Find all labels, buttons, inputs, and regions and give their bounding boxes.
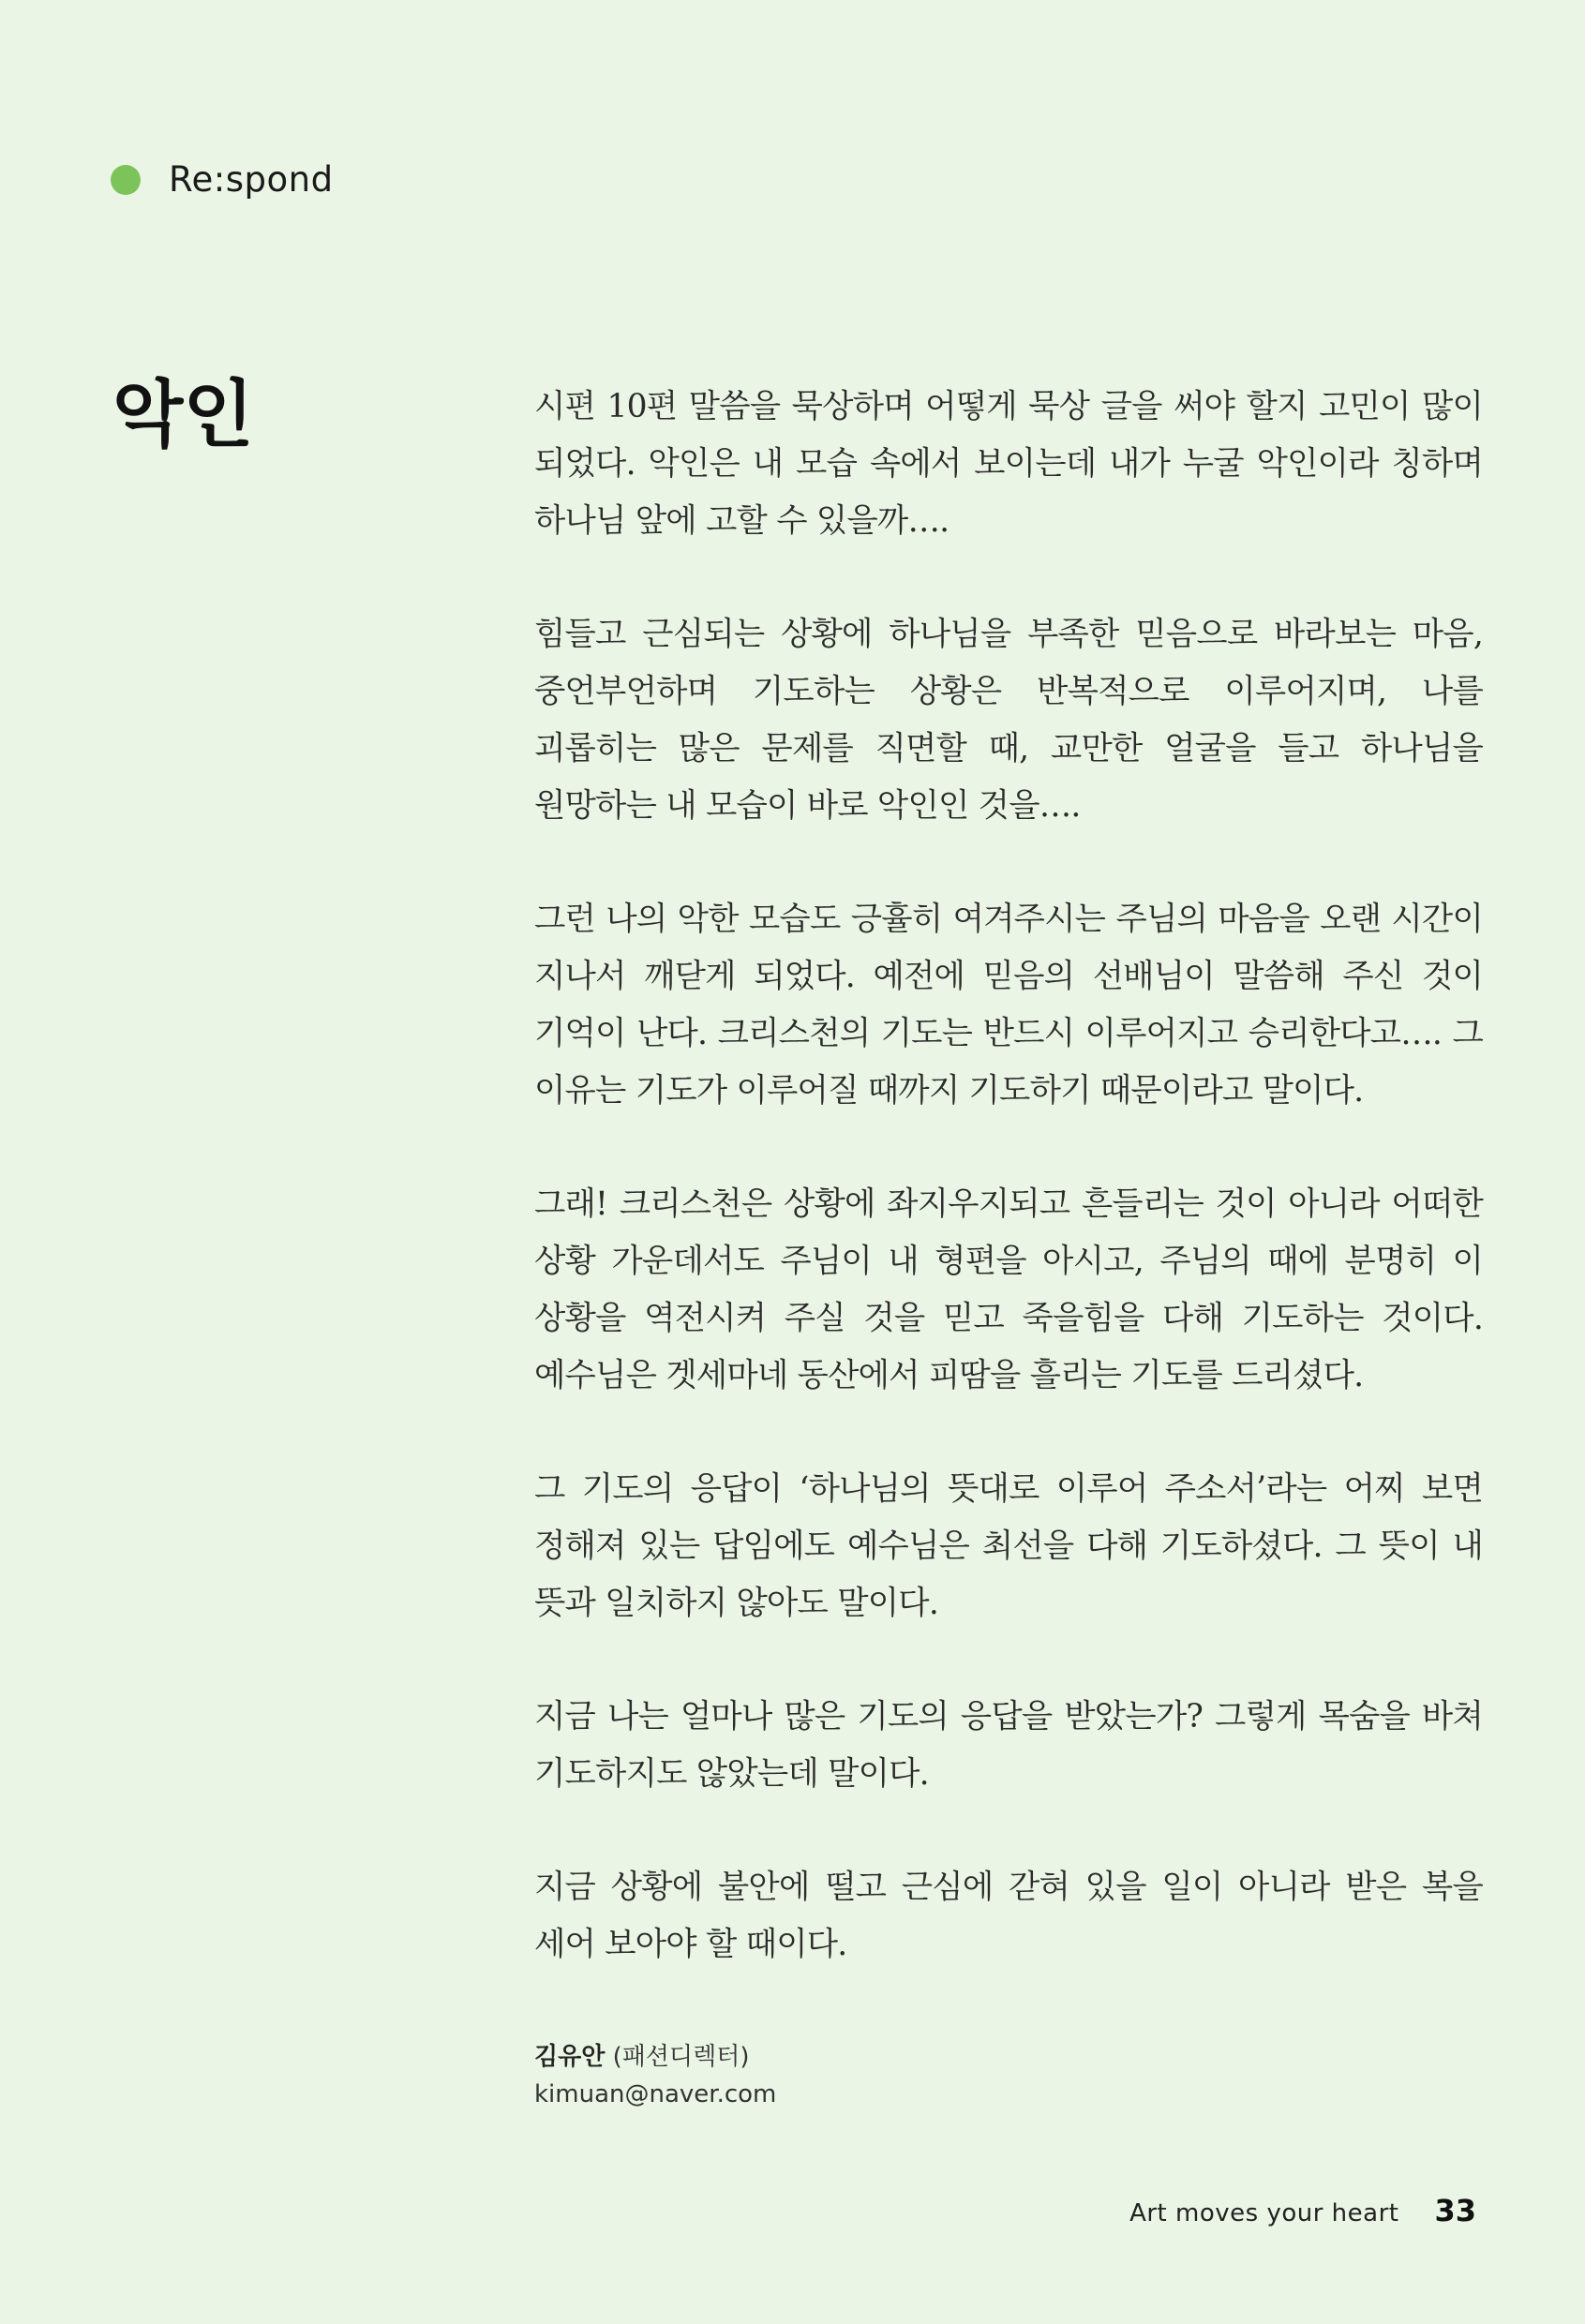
page-footer (1129, 2193, 1476, 2228)
paragraph-1: 시편 10편 말씀을 묵상하며 어떻게 묵상 글을 써야 할지 고민이 많이 되었다. 악인은 내 모습 속에서 보이는데 내가 누굴 악인이라 칭하며 하나님 앞에 고할 수 있을까…. (534, 388, 1483, 540)
paragraph-2: 힘들고 근심되는 상황에 하나님을 부족한 믿음으로 바라보는 마음, 중언부언하며 기도하는 상황은 반복적으로 이루어지며, 나를 괴롭히는 많은 문제를 직면할 때, 교만한 얼굴을 들고 하나님을 원망하는 내 모습이 바로 악인인 것을…. (534, 616, 1483, 825)
paragraph-4: 그래! 크리스천은 상황에 좌지우지되고 흔들리는 것이 아니라 어떠한 상황 가운데서도 주님이 내 형편을 아시고, 주님의 때에 분명히 이 상황을 역전시켜 주실 것을 믿고 죽을힘을 다해 기도하는 것이다. 예수님은 겟세마네 동산에서 피땀을 흘리는 기도를 드리셨다. (534, 1185, 1483, 1394)
paragraph-3: 그런 나의 악한 모습도 긍휼히 여겨주시는 주님의 마음을 오랜 시간이 지나서 깨닫게 되었다. 예전에 믿음의 선배님이 말씀해 주신 것이 기억이 난다. 크리스천의 기도는 반드시 이루어지고 승리한다고…. 그 이유는 기도가 이루어질 때까지 기도하기 때문이라고 말이다. (534, 901, 1483, 1110)
paragraph-6: 지금 나는 얼마나 많은 기도의 응답을 받았는가? 그렇게 목숨을 바쳐 기도하지도 않았는데 말이다. (534, 1698, 1483, 1793)
section-label: Re:spond (169, 159, 334, 200)
footer-tagline: Art moves your heart (1129, 2199, 1399, 2227)
section-header (111, 159, 334, 200)
paragraph-5: 그 기도의 응답이 ‘하나님의 뜻대로 이루어 주소서’라는 어찌 보면 정해져 있는 답임에도 예수님은 최선을 다해 기도하셨다. 그 뜻이 내 뜻과 일치하지 않아도 말이다. (534, 1470, 1483, 1622)
author-name: 김유안 (534, 2043, 606, 2071)
author-block (534, 2038, 776, 2113)
paragraph-7: 지금 상황에 불안에 떨고 근심에 갇혀 있을 일이 아니라 받은 복을 세어 보아야 할 때이다. (534, 1869, 1483, 1963)
page-number: 33 (1434, 2193, 1476, 2228)
article-body (534, 379, 1483, 2030)
author-email-link[interactable]: kimuan@naver.com (534, 2080, 777, 2108)
author-role: (패션디렉터) (612, 2043, 750, 2071)
article-title: 악인 (112, 372, 254, 457)
section-dot-icon (111, 165, 141, 195)
